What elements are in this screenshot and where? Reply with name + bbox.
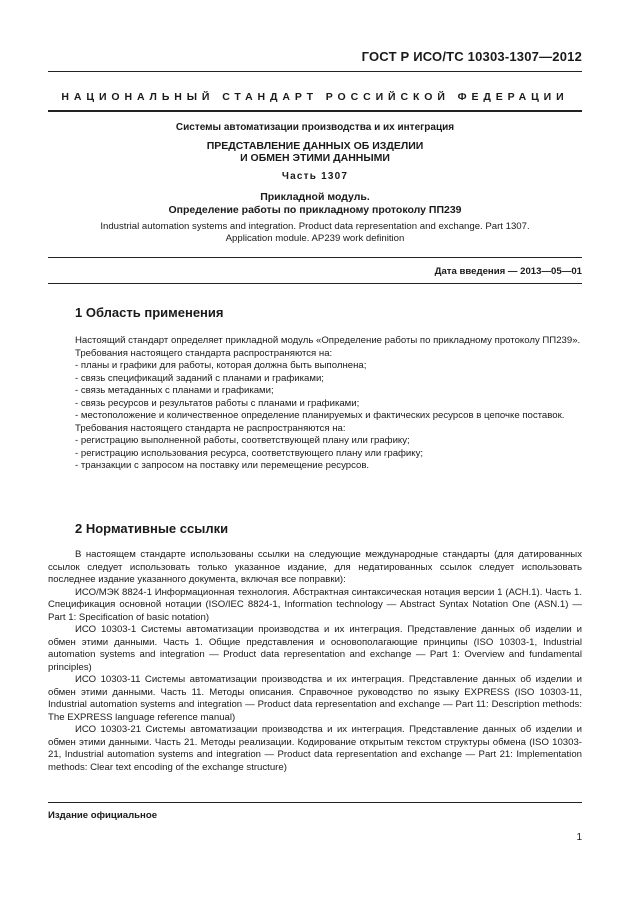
english-title-line2: Application module. AP239 work definition bbox=[225, 233, 405, 244]
scope-exclusion-item: - регистрацию использования ресурса, соответствующего плану или графику; bbox=[75, 447, 424, 459]
scope-exclusion-item: - транзакции с запросом на поставку или перемещение ресурсов. bbox=[75, 460, 370, 471]
page-number: 1 bbox=[576, 832, 582, 843]
module-title bbox=[48, 191, 582, 217]
section-2-body bbox=[48, 549, 582, 774]
series-title: Системы автоматизации производства и их интеграция bbox=[175, 122, 455, 133]
module-title-line1: Прикладной модуль. bbox=[260, 191, 370, 203]
scope-excludes-intro: Требования настоящего стандарта не распространяются на: bbox=[75, 422, 346, 434]
reference-item: ИСО/МЭК 8824-1 Информационная технология. Абстрактная синтаксическая нотация версии 1 (АСН.1). Часть 1. Спецификация основной нотации (ISO/IEC 8824-1, Information technology — Abstract Syntax Notation One (ASN.1) — Part 1: Specification of basic notation) bbox=[48, 586, 582, 623]
english-title bbox=[48, 221, 582, 245]
reference-item: ИСО 10303-21 Системы автоматизации производства и их интеграция. Представление данных об изделии и обмен этими данными. Часть 21. Методы реализации. Кодирование открытым текстом структуры обмена (ISO 10303-21, Industrial automation systems and integration — Product data representation and exchange — Part 21: Implementation methods: Clear text encoding of the exchange structure) bbox=[48, 724, 582, 773]
section-1-title: 1 Область применения bbox=[75, 305, 224, 320]
date-rule bbox=[48, 283, 582, 284]
module-title-line2: Определение работы по прикладному протоколу ПП239 bbox=[168, 204, 462, 216]
main-title-line1: ПРЕДСТАВЛЕНИЕ ДАННЫХ ОБ ИЗДЕЛИИ bbox=[206, 140, 424, 152]
scope-list-item: - планы и графики для работы, которая должна быть выполнена; bbox=[75, 360, 367, 371]
title-rule bbox=[48, 257, 582, 258]
standard-code: ГОСТ Р ИСО/ТС 10303-1307—2012 bbox=[361, 49, 582, 64]
scope-list-item: - связь метаданных с планами и графиками; bbox=[75, 385, 274, 396]
section-2-title: 2 Нормативные ссылки bbox=[75, 521, 229, 536]
footer-rule bbox=[48, 802, 582, 803]
english-title-line1: Industrial automation systems and integration. Product data representation and exchange. Part 1307. bbox=[100, 221, 530, 232]
main-title-line2: И ОБМЕН ЭТИМИ ДАННЫМИ bbox=[240, 152, 390, 164]
reference-item: ИСО 10303-11 Системы автоматизации производства и их интеграция. Представление данных об изделии и обмен этими данными. Часть 11. Методы описания. Справочное руководство по языку EXPRESS (ISO 10303-11, Industrial automation systems and integration — Product data representation and exchange — Part 11: Description methods: The EXPRESS language reference manual) bbox=[48, 674, 582, 723]
reference-item: ИСО 10303-1 Системы автоматизации производства и их интеграция. Представление данных об изделии и обмен этими данными. Часть 1. Общие представления и основополагающие принципы (ISO 10303-1, Industrial automation systems and integration — Product data representation and exchange — Part 1: Overview and fundamental principles) bbox=[48, 624, 582, 673]
banner-rule bbox=[48, 110, 582, 112]
header-rule bbox=[48, 71, 582, 72]
scope-exclusion-item: - регистрацию выполненной работы, соответствующей плану или графику; bbox=[75, 435, 410, 446]
scope-paragraph: Настоящий стандарт определяет прикладной модуль «Определение работы по прикладному протоколу ПП239». bbox=[75, 335, 581, 346]
introduction-date: Дата введения — 2013—05—01 bbox=[434, 266, 582, 277]
national-standard-banner: НАЦИОНАЛЬНЫЙ СТАНДАРТ РОССИЙСКОЙ ФЕДЕРАЦИИ bbox=[61, 91, 569, 103]
scope-list-item: - связь спецификаций заданий с планами и графиками; bbox=[75, 372, 324, 384]
references-intro: В настоящем стандарте использованы ссылки на следующие международные стандарты (для датированных ссылок следует использовать только указанное издание, для недатированных ссылок следует использовать последнее издание указанного документа, включая все поправки): bbox=[48, 549, 582, 585]
section-1-body bbox=[48, 335, 582, 473]
scope-list-item: - связь ресурсов и результатов работы с планами и графиками; bbox=[75, 397, 360, 409]
main-title bbox=[48, 140, 582, 164]
scope-list-item: - местоположение и количественное определение планируемых и фактических ресурсов в цепочке поставок. bbox=[75, 410, 565, 421]
scope-applies-intro: Требования настоящего стандарта распространяются на: bbox=[75, 347, 333, 359]
official-edition-label: Издание официальное bbox=[48, 810, 158, 821]
part-title: Часть 1307 bbox=[281, 171, 349, 182]
